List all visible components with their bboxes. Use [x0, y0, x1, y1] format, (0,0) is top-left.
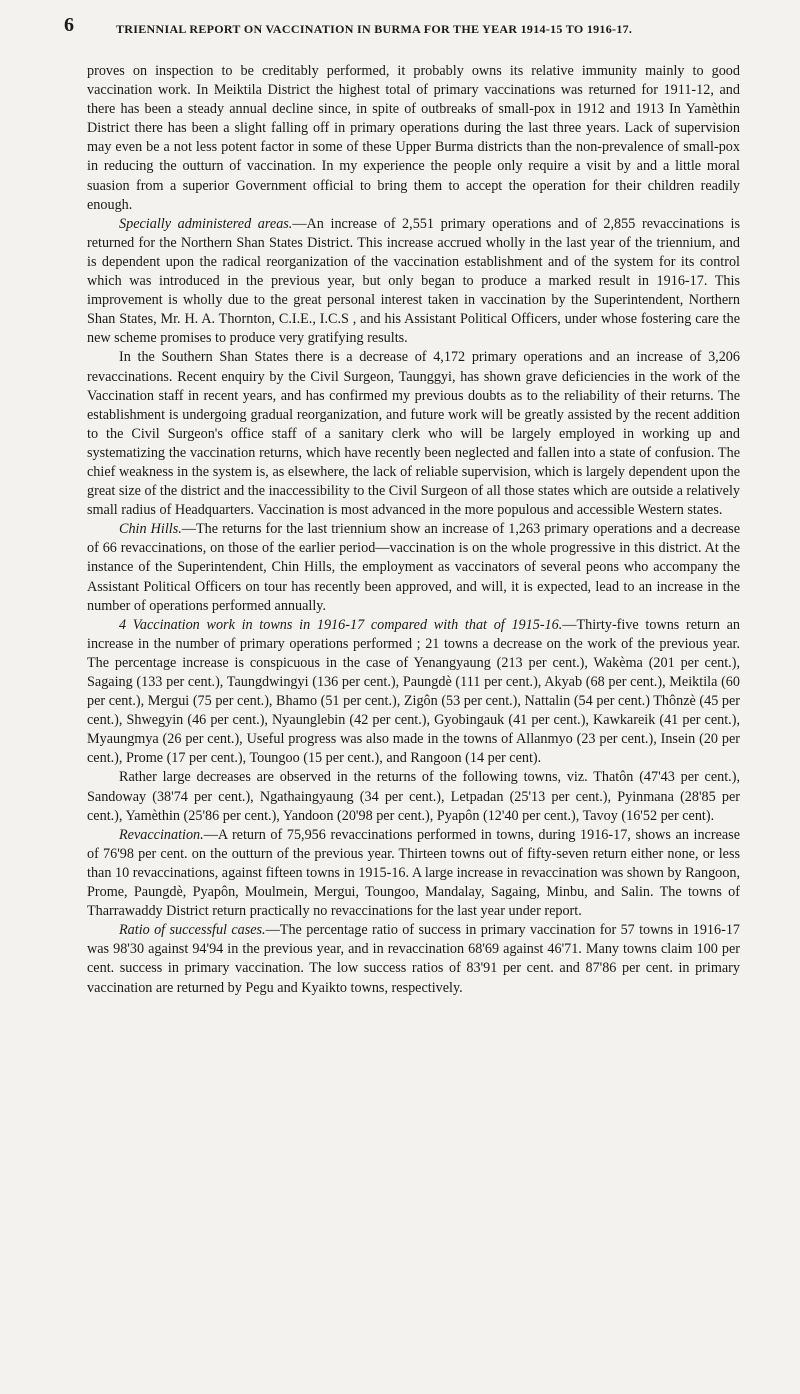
paragraph-text: —A return of 75,956 revaccinations performed in towns, during 1916-17, shows an increase of 76'98 per cent. on the outturn of the previous year. Thirteen towns out of fifty-seven return either none, or less than 10 revaccinations, against fifteen towns in 1915-16. A large increase in revaccination was shown by Rangoon, Prome, Paungdè, Pyapôn, Moulmein, Mergui, Toungoo, Mandalay, Sagaing, Minbu, and Salin. The towns of Tharrawaddy District return practically no revaccinations for the last year under report.: [87, 826, 740, 920]
paragraph-decreases: [87, 768, 740, 825]
section-heading: 4 Vaccination work in towns in 1916-17 compared with that of 1915-16.: [119, 616, 563, 633]
paragraph-text: —The returns for the last triennium show an increase of 1,263 primary operations and a decrease of 66 revaccinations, on those of the earlier period—vaccination is on the whole progressive in this district. At the instance of the Superintendent, Chin Hills, the employment as vaccinators of several peons who accompany the Assistant Political Officers on tour has recently been approved, and will, it is expected, lead to an increase in the number of operations performed annually.: [87, 521, 740, 614]
paragraph-continuation: [87, 62, 740, 215]
running-head: TRIENNIAL REPORT ON VACCINATION IN BURMA FOR THE YEAR 1914-15 TO 1916-17.: [116, 22, 633, 36]
paragraph-vaccination-in-towns: [87, 616, 740, 769]
paragraph-text: Rather large decreases are observed in the returns of the following towns, viz. Thatôn (47'43 per cent.), Sandoway (38'74 per cent.), Ngathaingyaung (34 per cent.), Letpadan (25'13 per cent.), Pyinmana (28'85 per cent.), Yamèthin (25'86 per cent.), Yandoon (20'98 per cent.), Pyapôn (12'40 per cent.), Tavoy (16'52 per cent).: [87, 769, 740, 824]
section-heading: Revaccination.: [119, 826, 204, 843]
paragraph-specially-administered-areas: [87, 215, 740, 349]
section-heading: Specially administered areas.: [119, 215, 293, 232]
paragraph-revaccination: [87, 826, 740, 921]
paragraph-text: In the Southern Shan States there is a decrease of 4,172 primary operations and an increase of 3,206 revaccinations. Recent enquiry by the Civil Surgeon, Taunggyi, has shown grave deficiencies in the work of the Vaccination staff in recent years, and has confirmed my previous doubts as to the reliability of their returns. The establishment is undergoing gradual reorganization, and future work will be greatly assisted by the recent addition to the Civil Surgeon's office staff of a sanitary clerk who will be largely employed in working up and systematizing the vaccination returns, which have recently been neglected and fallen into a state of confusion. The chief weakness in the system is, as elsewhere, the lack of reliable supervision, which is largely dependent upon the great size of the district and the inaccessibility to the Civil Surgeon of all those states which are outside a relatively small radius of Headquarters. Vaccination is most advanced in the more populous and accessible Western states.: [87, 349, 740, 519]
section-heading: Ratio of successful cases.: [119, 922, 266, 939]
paragraph-chin-hills: [87, 520, 740, 615]
paragraph-text: —The percentage ratio of success in primary vaccination for 57 towns in 1916-17 was 98'30 against 94'94 in the previous year, and in revaccination 68'69 against 46'71. Many towns claim 100 per cent. success in primary vaccination. The low success ratios of 83'91 per cent. and 87'86 per cent. in primary vaccination are returned by Pegu and Kyaikto towns, respectively.: [87, 922, 741, 996]
paragraph-southern-shan-states: [87, 348, 740, 520]
report-body: [87, 62, 740, 998]
section-heading: Chin Hills.: [119, 521, 182, 538]
page-number: 6: [64, 14, 74, 36]
paragraph-text: proves on inspection to be creditably performed, it probably owns its relative immunity mainly to good vaccination work. In Meiktila District the highest total of primary vaccinations was returned for 1911-12, and there has been a steady annual decline since, in spite of outbreaks of small-pox in 1912 and 1913 In Yamèthin District there has been a slight falling off in primary operations during the last three years. Lack of supervision may even be a not less potent factor in some of these Upper Burma districts than the non-prevalence of small-pox in reducing the outturn of vaccination. In my experience the people only require a visit by and a little moral suasion from a superior Government official to bring them to accept the operation for their children readily enough.: [87, 63, 740, 213]
paragraph-text: —An increase of 2,551 primary operations and of 2,855 revaccinations is returned for the Northern Shan States District. This increase accrued wholly in the last year of the triennium, and is dependent upon the radical reorganization of the vaccination establishment and of the system for its control which was introduced in the previous year, but only began to produce a marked result in 1916-17. This improvement is wholly due to the great personal interest taken in vaccination by the Superintendent, Northern Shan States, Mr. H. A. Thornton, C.I.E., I.C.S , and his Assistant Political Officers, under whose fostering care the new scheme promises to produce very gratifying results.: [87, 215, 740, 347]
paragraph-ratio-of-successful-cases: [87, 921, 740, 997]
paragraph-text: —Thirty-five towns return an increase in the number of primary operations performed ; 21 towns a decrease on the work of the previous year. The percentage increase is conspicuous in the case of Yenangyaung (213 per cent.), Wakèma (201 per cent.), Sagaing (133 per cent.), Taungdwingyi (136 per cent.), Paungdè (111 per cent.), Akyab (68 per cent.), Meiktila (60 per cent.), Mergui (75 per cent.), Bhamo (51 per cent.), Zigôn (53 per cent.), Nattalin (54 per cent.) Thônzè (45 per cent.), Shwegyin (46 per cent.), Nyaunglebin (42 per cent.), Gyobingauk (41 per cent.), Kawkareik (41 per cent.), Myaungmya (26 per cent.), Useful progress was also made in the towns of Allanmyo (23 per cent.), Insein (20 per cent.), Prome (17 per cent.), Toungoo (15 per cent.), and Rangoon (14 per cent).: [87, 616, 741, 767]
